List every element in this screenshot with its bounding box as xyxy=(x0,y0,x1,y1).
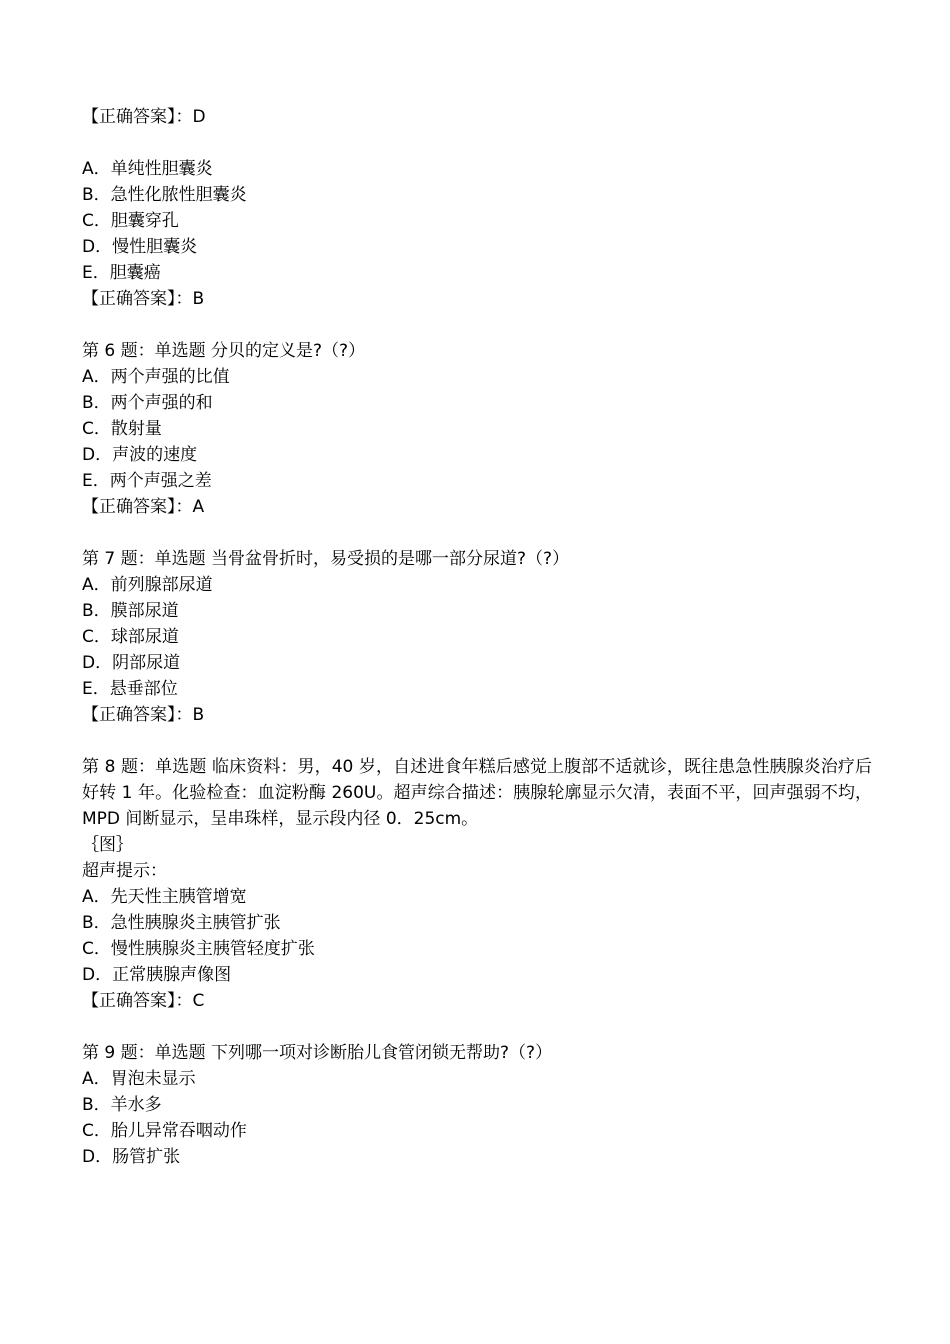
option-a: A．单纯性胆囊炎 xyxy=(82,159,213,179)
spacer xyxy=(82,728,872,754)
option-d: D．阴部尿道 xyxy=(82,653,181,673)
question-block-5 xyxy=(82,156,872,312)
option-e: E．悬垂部位 xyxy=(82,679,178,699)
option-d: D．慢性胆囊炎 xyxy=(82,237,198,257)
question-block-6 xyxy=(82,338,872,520)
question-text: 第 9 题：单选题 下列哪一项对诊断胎儿食管闭锁无帮助?（?） xyxy=(82,1043,553,1063)
spacer xyxy=(82,1014,872,1040)
question-text: 第 8 题：单选题 临床资料：男，40 岁，自述进食年糕后感觉上腹部不适就诊，既往患急性胰腺炎治疗后好转 1 年。化验检查：血淀粉酶 260U。超声综合描述：胰腺轮廓显示欠清，表面不平，回声强弱不均，MPD 间断显示，呈串珠样，显示段内径 0．25cm。 xyxy=(82,757,872,829)
correct-answer: 【正确答案】：D xyxy=(82,107,206,127)
correct-answer: 【正确答案】：A xyxy=(82,497,205,517)
correct-answer: 【正确答案】：B xyxy=(82,289,205,309)
option-d: D．正常胰腺声像图 xyxy=(82,965,232,985)
question-block-9 xyxy=(82,1040,872,1170)
question-text: 第 6 题：单选题 分贝的定义是?（?） xyxy=(82,341,366,361)
option-d: D．肠管扩张 xyxy=(82,1147,181,1167)
spacer xyxy=(82,130,872,156)
option-d: D．声波的速度 xyxy=(82,445,198,465)
option-c: C．胎儿异常吞咽动作 xyxy=(82,1121,247,1141)
option-a: A．前列腺部尿道 xyxy=(82,575,213,595)
document-page xyxy=(82,104,872,1170)
option-c: C．慢性胰腺炎主胰管轻度扩张 xyxy=(82,939,315,959)
ultrasound-prompt: 超声提示： xyxy=(82,861,167,881)
correct-answer: 【正确答案】：B xyxy=(82,705,205,725)
question-block-8 xyxy=(82,754,872,1014)
option-c: C．散射量 xyxy=(82,419,162,439)
spacer xyxy=(82,520,872,546)
option-c: C．球部尿道 xyxy=(82,627,179,647)
question-block-7 xyxy=(82,546,872,728)
option-b: B．羊水多 xyxy=(82,1095,162,1115)
option-c: C．胆囊穿孔 xyxy=(82,211,179,231)
option-e: E．胆囊癌 xyxy=(82,263,161,283)
option-e: E．两个声强之差 xyxy=(82,471,212,491)
question-text: 第 7 题：单选题 当骨盆骨折时，易受损的是哪一部分尿道?（?） xyxy=(82,549,570,569)
option-b: B．膜部尿道 xyxy=(82,601,179,621)
option-b: B．急性胰腺炎主胰管扩张 xyxy=(82,913,281,933)
option-a: A．先天性主胰管增宽 xyxy=(82,887,247,907)
option-a: A．两个声强的比值 xyxy=(82,367,230,387)
option-b: B．两个声强的和 xyxy=(82,393,213,413)
figure-placeholder: ｛图｝ xyxy=(82,835,133,855)
question-block-prev-answer xyxy=(82,104,872,130)
spacer xyxy=(82,312,872,338)
correct-answer: 【正确答案】：C xyxy=(82,991,205,1011)
option-a: A．胃泡未显示 xyxy=(82,1069,196,1089)
option-b: B．急性化脓性胆囊炎 xyxy=(82,185,247,205)
